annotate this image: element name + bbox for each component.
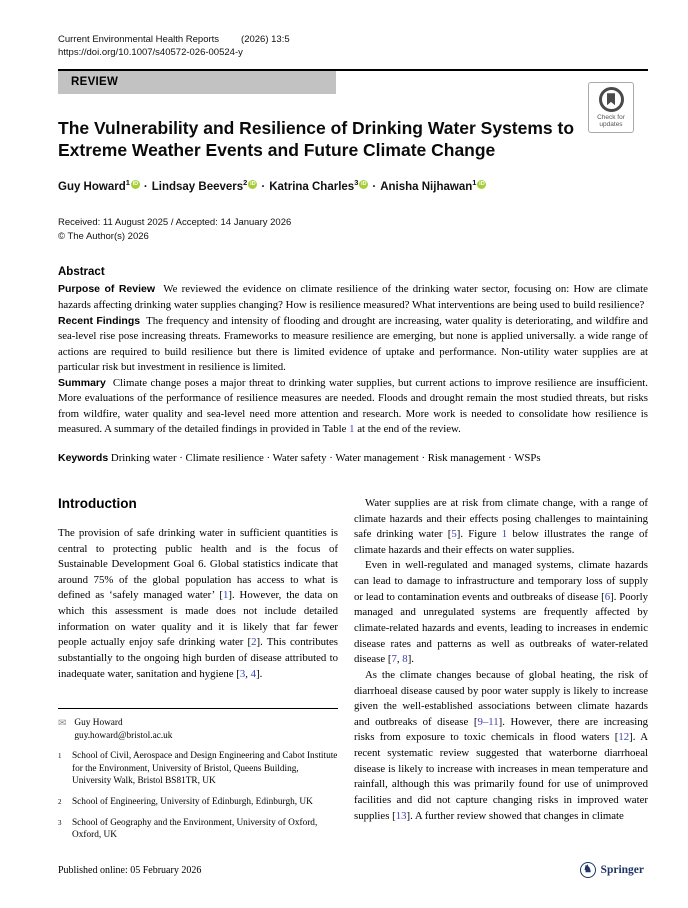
copyright-line: © The Author(s) 2026: [58, 230, 149, 242]
intro-paragraph-right-2: Even in well-regulated and managed systems, climate hazards can lead to damage to infrastructure and temporary loss of supply or lead to contamination events and outbreaks of disease [6]. Poorly managed and unregulated systems are frequently affected by climate-related hazards and events, leading to increases in endemic disease rates and patterns as well as outbreaks of water-related disease [7, 8].: [354, 559, 648, 666]
affiliation-item: [58, 750, 338, 788]
citation-link[interactable]: 13: [395, 809, 407, 822]
citation-link[interactable]: 12: [618, 731, 630, 744]
right-column: [354, 496, 648, 842]
author-affiliation-sup: 3: [354, 178, 359, 188]
article-type-badge: REVIEW: [58, 71, 336, 94]
summary-label: Summary: [58, 376, 106, 389]
corresponding-author-name: Guy Howard: [74, 718, 123, 729]
affiliation-number: 3: [58, 818, 62, 827]
author-name: Guy Howard: [58, 181, 126, 194]
check-updates-icon: [599, 87, 624, 112]
bookmark-icon: [607, 93, 615, 105]
author-name: Lindsay Beevers: [151, 181, 244, 194]
findings-label: Recent Findings: [58, 314, 141, 327]
citation-link[interactable]: 1: [222, 589, 229, 602]
citation-link[interactable]: 9–11: [477, 715, 499, 728]
check-updates-label-line2: updates: [599, 121, 623, 129]
citation-link[interactable]: 6: [604, 590, 611, 603]
summary-text: Climate change poses a major threat to drinking water supplies, but current actions to improve resilience are insufficient. More evaluations of the performance of resilience measures are needed. Floods and drought remain the most studied threats, but risks from wildfire, water quality and sea-level need more attention and research. More work is needed to consolidate how resilience is measured. A summary of the detailed findings in provided in Table 1 at the end of the review.: [58, 376, 648, 436]
article-dates: [58, 216, 648, 243]
purpose-text: We reviewed the evidence on climate resilience of the drinking water sector, focusing on: How are climate hazards affecting drinking water supplies changing? How is resilience measured? What interventions are being used to build resilience?: [58, 283, 648, 311]
author-list: [58, 178, 648, 193]
citation-link[interactable]: 7: [391, 653, 397, 666]
affiliation-item: [58, 817, 338, 842]
check-updates-label-line1: Check for: [597, 113, 625, 121]
article-title: The Vulnerability and Resilience of Drinking Water Systems to Extreme Weather Events and Future Climate Change: [58, 117, 575, 160]
keywords-value: Drinking water · Climate resilience · Water safety · Water management · Risk management · WSPs: [110, 451, 541, 464]
affiliation-text: School of Engineering, University of Edinburgh, Edinburgh, UK: [72, 797, 313, 808]
purpose-label: Purpose of Review: [58, 283, 156, 296]
corresponding-author-email[interactable]: guy.howard@bristol.ac.uk: [74, 730, 173, 741]
journal-issue: (2026) 13:5: [241, 34, 290, 45]
citation-link[interactable]: 8: [402, 653, 408, 666]
author-separator: ·: [372, 181, 377, 194]
abstract-section: [58, 264, 648, 438]
citation-link[interactable]: 5: [451, 528, 457, 541]
findings-text: The frequency and intensity of flooding and drought are increasing, water quality is deteriorating, and wildfire and sea-level rise pose increasing threats. Frameworks to measure resilience are emerging, but none is applied universally. a wide range of actions are required to build resilience but there is limited evidence of uptake and performance. Non-utility water supplies are at particular risk but investment in resilience is limited.: [58, 314, 648, 374]
springer-logo: [580, 862, 644, 878]
orcid-icon[interactable]: iD: [250, 181, 256, 188]
author-separator: ·: [143, 181, 148, 194]
citation-link[interactable]: 3: [239, 667, 246, 680]
introduction-heading: Introduction: [58, 495, 137, 511]
correspondence: [58, 717, 338, 742]
envelope-icon: ✉: [58, 718, 67, 730]
affiliation-item: [58, 796, 338, 809]
keywords-label: Keywords: [58, 451, 109, 464]
author-affiliation-sup: 1: [472, 178, 477, 188]
affiliation-text: School of Geography and the Environment, University of Oxford, Oxford, UK: [72, 817, 318, 841]
author-separator: ·: [261, 181, 266, 194]
author-name: Katrina Charles: [269, 181, 355, 194]
citation-link[interactable]: 4: [250, 667, 257, 680]
abstract-heading: Abstract: [58, 265, 105, 278]
keywords-row: [58, 452, 648, 464]
received-accepted: Received: 11 August 2025 / Accepted: 14 January 2026: [58, 217, 292, 229]
left-column: [58, 496, 338, 842]
affiliation-text: School of Civil, Aerospace and Design Engineering and Cabot Institute for the Environment, University of Bristol, Queens Building, University Walk, Bristol BS81TR, UK: [72, 751, 338, 787]
orcid-icon[interactable]: iD: [479, 181, 485, 188]
affiliation-number: 1: [58, 752, 62, 761]
author-affiliation-sup: 2: [243, 178, 248, 188]
abstract-purpose: [58, 282, 648, 313]
header-rule: [58, 69, 648, 129]
footnote-block: [58, 708, 338, 841]
doi-link[interactable]: https://doi.org/10.1007/s40572-026-00524-y: [58, 47, 243, 59]
abstract-findings: [58, 314, 648, 376]
orcid-icon[interactable]: iD: [361, 181, 367, 188]
published-online: Published online: 05 February 2026: [58, 864, 202, 876]
citation-link[interactable]: 1: [349, 423, 355, 436]
intro-paragraph-right-3: As the climate changes because of global heating, the risk of diarrhoeal disease caused by poor water supply is likely to increase given the well-established associations between climate hazards and outbreaks of disease [9–11]. However, there are increasing risks from exposure to toxic chemicals in flood waters [12]. A recent systematic review suggested that waterborne diarrhoeal disease is likely to increase with increases in mean temperature and rainfall, although this was primarily found for use of unimproved facilities and did not capture changing risks in improved water supplies [13]. A further review showed that changes in climate: [354, 668, 648, 822]
orcid-icon[interactable]: iD: [132, 181, 139, 188]
citation-link[interactable]: 1: [501, 528, 508, 541]
author-affiliation-sup: 1: [125, 178, 130, 188]
page-footer: [58, 862, 644, 878]
springer-label: Springer: [600, 864, 644, 876]
abstract-summary: [58, 376, 648, 438]
citation-link[interactable]: 2: [251, 636, 257, 649]
two-column-body: [58, 496, 648, 842]
springer-knight-icon: ♞: [580, 862, 596, 878]
journal-header: [58, 34, 648, 60]
intro-paragraph-right-1: Water supplies are at risk from climate change, with a range of climate hazards and their effects posing challenges to maintaining safe drinking water [5]. Figure 1 below illustrates the range of climate hazards and their effects on water supplies.: [354, 496, 648, 556]
affiliation-number: 2: [58, 798, 62, 807]
author-name: Anisha Nijhawan: [380, 181, 473, 194]
intro-paragraph-left: The provision of safe drinking water in sufficient quantities is central to protecting public health and is the focus of Sustainable Development Goal 6. Global statistics indicate that around 75% of the global population has access to what is defined as ‘safely managed water’ [1]. However, the data on which this assessment is made does not include detailed information on water quality and it is likely that far fewer people actually enjoy safe drinking water [2]. This contributes substantially to the ongoing high burden of disease attributed to inadequate water, sanitation and hygiene [3, 4].: [58, 526, 338, 680]
check-for-updates-button[interactable]: [588, 82, 634, 134]
journal-name: Current Environmental Health Reports: [58, 34, 220, 45]
